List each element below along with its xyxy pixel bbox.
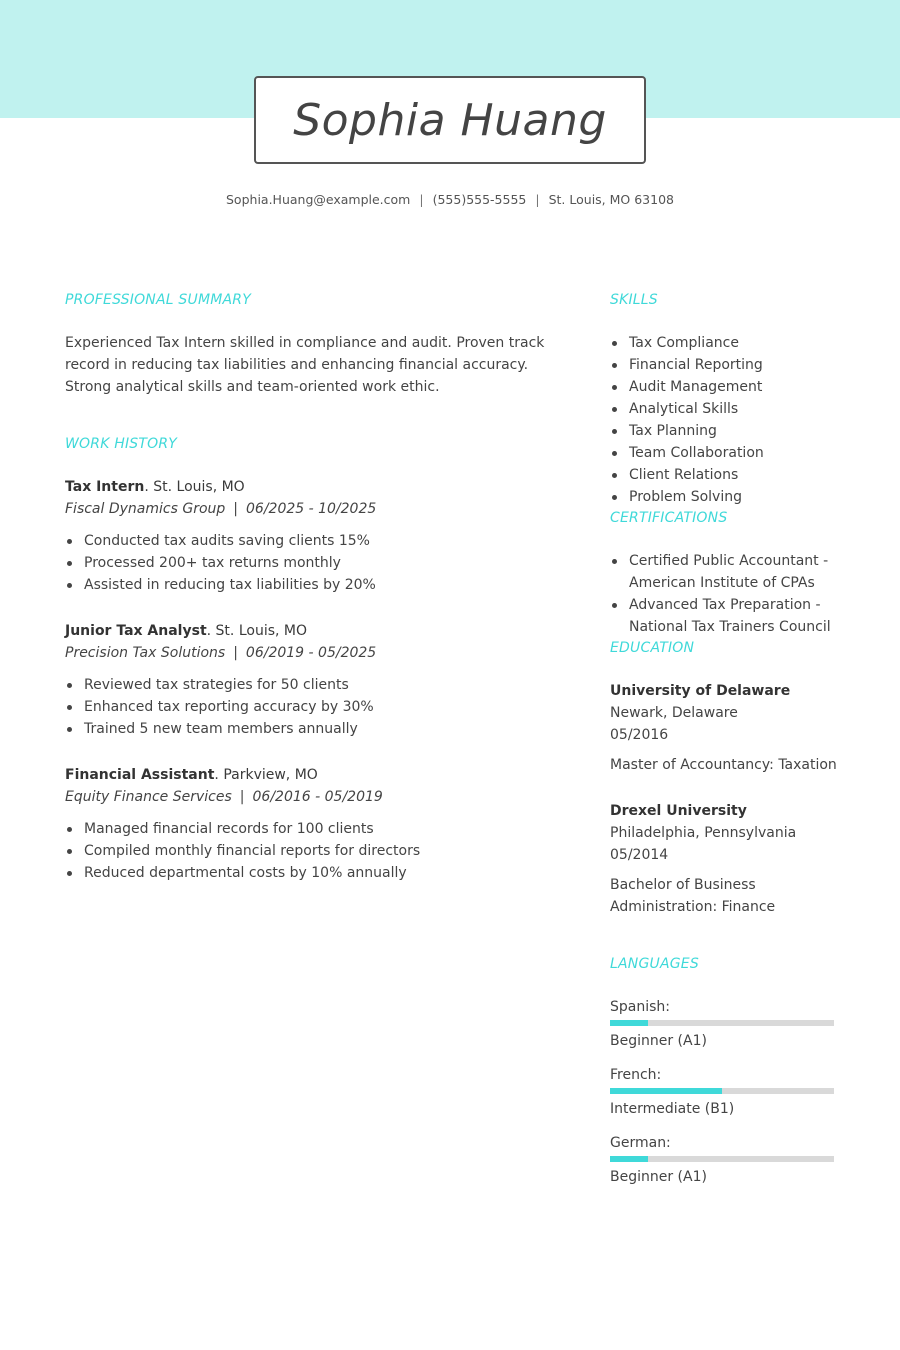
job-company: Fiscal Dynamics Group: [65, 501, 226, 517]
job-title: Junior Tax Analyst: [65, 623, 207, 639]
language-name: French:: [610, 1067, 662, 1083]
list-item: Audit Management: [610, 376, 840, 398]
list-item: Reviewed tax strategies for 50 clients: [65, 674, 565, 696]
job-dates: 06/2019 - 05/2025: [245, 645, 377, 661]
language-level: Beginner (A1): [610, 1169, 707, 1185]
list-item: Enhanced tax reporting accuracy by 30%: [65, 696, 565, 718]
list-item: Financial Reporting: [610, 354, 840, 376]
skills-list: [610, 332, 840, 508]
language-level: Beginner (A1): [610, 1033, 707, 1049]
right-column: [610, 290, 840, 1200]
job-entry: Tax Intern. St. Louis, MO Fiscal Dynamics Group | 06/2025 - 10/2025 Conducted tax audits saving clients 15% Processed 200+ tax returns monthly Assisted in reducing tax liabilities by 20%: [65, 476, 565, 596]
language-entry: [610, 1132, 840, 1188]
list-item: Processed 200+ tax returns monthly: [65, 552, 565, 574]
summary-heading: PROFESSIONAL SUMMARY: [65, 292, 251, 308]
list-item: Reduced departmental costs by 10% annually: [65, 862, 565, 884]
list-item: Advanced Tax Preparation - National Tax Trainers Council: [610, 594, 840, 638]
education-heading: EDUCATION: [610, 640, 695, 656]
graduation-date: 05/2014: [610, 847, 669, 863]
job-location: St. Louis, MO: [153, 479, 245, 495]
language-entry: [610, 1064, 840, 1120]
contact-separator: |: [419, 192, 424, 207]
language-name: Spanish:: [610, 999, 670, 1015]
job-location: Parkview, MO: [223, 767, 318, 783]
job-dates: 06/2025 - 10/2025: [246, 501, 377, 517]
job-entry: Financial Assistant. Parkview, MO Equity Finance Services | 06/2016 - 05/2019 Managed financial records for 100 clients Compiled monthly financial reports for directors Reduced departmental costs by 10% annually: [65, 764, 565, 884]
graduation-date: 05/2016: [610, 727, 669, 743]
language-name: German:: [610, 1135, 671, 1151]
work-history-heading: WORK HISTORY: [65, 436, 178, 452]
contact-location: St. Louis, MO 63108: [548, 192, 674, 207]
degree: Master of Accountancy: Taxation: [610, 757, 837, 773]
list-item: Problem Solving: [610, 486, 840, 508]
list-item: Team Collaboration: [610, 442, 840, 464]
job-entry: Junior Tax Analyst. St. Louis, MO Precision Tax Solutions | 06/2019 - 05/2025 Reviewed tax strategies for 50 clients Enhanced tax reporting accuracy by 30% Trained 5 new team members annually: [65, 620, 565, 740]
contact-line: [0, 192, 900, 207]
list-item: Tax Compliance: [610, 332, 840, 354]
proficiency-bar: [610, 1088, 834, 1094]
certifications-heading: CERTIFICATIONS: [610, 510, 728, 526]
list-item: Analytical Skills: [610, 398, 840, 420]
school-location: Philadelphia, Pennsylvania: [610, 825, 797, 841]
list-item: Tax Planning: [610, 420, 840, 442]
contact-phone[interactable]: (555)555-5555: [432, 192, 527, 207]
meta-separator: |: [233, 645, 238, 661]
candidate-name: Sophia Huang: [293, 94, 607, 146]
list-item: Client Relations: [610, 464, 840, 486]
degree: Bachelor of Business Administration: Finance: [610, 877, 776, 915]
list-item: Managed financial records for 100 clients: [65, 818, 565, 840]
job-location: St. Louis, MO: [215, 623, 307, 639]
job-dates: 06/2016 - 05/2019: [252, 789, 383, 805]
name-box: [254, 76, 646, 164]
language-entry: [610, 996, 840, 1052]
proficiency-bar: [610, 1156, 834, 1162]
skills-heading: SKILLS: [610, 292, 658, 308]
list-item: Conducted tax audits saving clients 15%: [65, 530, 565, 552]
proficiency-fill: [610, 1088, 722, 1094]
proficiency-bar: [610, 1020, 834, 1026]
job-title: Financial Assistant: [65, 767, 215, 783]
job-list: [65, 476, 565, 884]
meta-separator: |: [233, 501, 238, 517]
job-title: Tax Intern: [65, 479, 145, 495]
job-bullets: [65, 674, 565, 740]
job-company: Equity Finance Services: [65, 789, 232, 805]
languages-heading: LANGUAGES: [610, 956, 699, 972]
list-item: Trained 5 new team members annually: [65, 718, 565, 740]
language-level: Intermediate (B1): [610, 1101, 735, 1117]
proficiency-fill: [610, 1156, 648, 1162]
education-entry: [610, 680, 840, 776]
meta-separator: |: [239, 789, 245, 805]
job-bullets: [65, 530, 565, 596]
list-item: Compiled monthly financial reports for directors: [65, 840, 565, 862]
certifications-list: [610, 550, 840, 638]
job-bullets: [65, 818, 565, 884]
job-company: Precision Tax Solutions: [65, 645, 226, 661]
school-name: Drexel University: [610, 803, 747, 819]
list-item: Certified Public Accountant - American Institute of CPAs: [610, 550, 840, 594]
school-name: University of Delaware: [610, 683, 791, 699]
left-column: [65, 290, 565, 908]
list-item: Assisted in reducing tax liabilities by 20%: [65, 574, 565, 596]
contact-separator: |: [535, 192, 540, 207]
proficiency-fill: [610, 1020, 648, 1026]
contact-email[interactable]: Sophia.Huang@example.com: [226, 192, 411, 207]
education-entry: [610, 800, 840, 918]
school-location: Newark, Delaware: [610, 705, 738, 721]
summary-text: Experienced Tax Intern skilled in compliance and audit. Proven track record in reducing tax liabilities and enhancing financial accuracy. Strong analytical skills and team-oriented work ethic.: [65, 335, 545, 395]
